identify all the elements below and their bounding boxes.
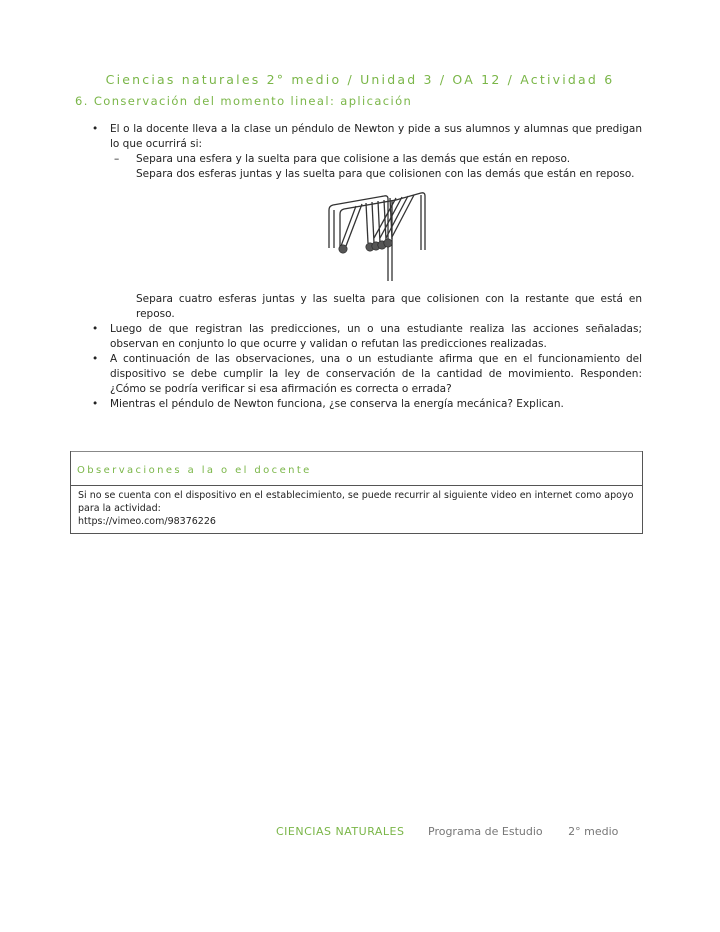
- sub-list-item: – Separa una esfera y la suelta para que colisione a las demás que están en reposo.: [114, 153, 571, 165]
- activity-content: [90, 122, 642, 412]
- newtons-cradle-figure: [110, 188, 642, 288]
- observations-body: Si no se cuenta con el dispositivo en el establecimiento, se puede recurrir al siguiente video en internet como apoyo para la actividad:: [78, 490, 634, 514]
- section-title: 6. Conservación del momento lineal: aplicación: [75, 94, 413, 108]
- divider: [71, 451, 642, 452]
- sub-list-item: Separa dos esferas juntas y las suelta para que colisionen con las demás que están en reposo.: [136, 168, 635, 180]
- page-footer: [276, 825, 618, 838]
- list-item: [90, 122, 642, 322]
- divider: [71, 485, 642, 486]
- sub-list: [110, 152, 642, 182]
- list-item: • Luego de que registran las predicciones, un o una estudiante realiza las acciones señaladas; observan en conjunto lo que ocurre y validan o refutan las predicciones realizadas.: [90, 322, 642, 352]
- teacher-observations-box: [70, 451, 643, 534]
- sub-list: [110, 292, 642, 322]
- sub-list-item: Separa cuatro esferas juntas y las suelta para que colisionen con la restante que está en reposo.: [136, 293, 642, 320]
- list-item: • Mientras el péndulo de Newton funciona, ¿se conserva la energía mecánica? Explican.: [90, 397, 642, 412]
- list-item: • A continuación de las observaciones, una o un estudiante afirma que en el funcionamiento del dispositivo se debe cumplir la ley de conservación de la cantidad de movimiento. Responden: ¿Cómo se podría verificar si esa afirmación es correcta o errada?: [90, 352, 642, 397]
- newtons-cradle-icon: [326, 188, 426, 288]
- observations-title: Observaciones a la o el docente: [77, 465, 312, 476]
- page-header-title: Ciencias naturales 2° medio / Unidad 3 / OA 12 / Actividad 6: [105, 72, 615, 87]
- activity-bullet-list: [90, 122, 642, 412]
- video-link[interactable]: https://vimeo.com/98376226: [78, 516, 216, 527]
- observations-text: [78, 489, 638, 528]
- footer-subject: CIENCIAS NATURALES: [276, 825, 405, 838]
- bullet-text: El o la docente lleva a la clase un péndulo de Newton y pide a sus alumnos y alumnas que predigan lo que ocurrirá si:: [110, 123, 642, 150]
- footer-program: Programa de Estudio: [428, 825, 543, 838]
- footer-grade: 2° medio: [568, 825, 619, 838]
